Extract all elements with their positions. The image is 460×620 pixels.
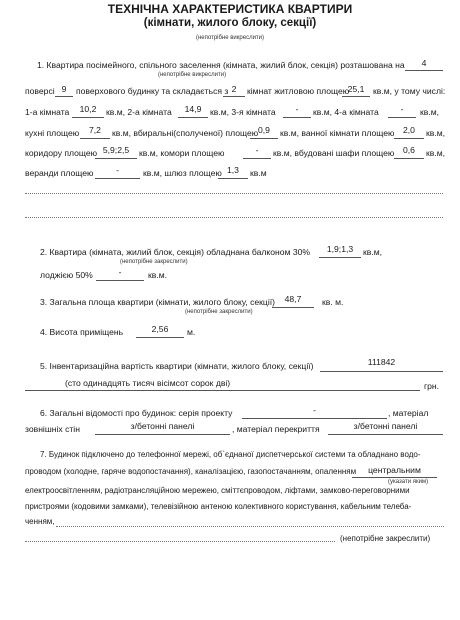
s2-text: 2. Квартира (кімната, жилий блок, секція) обладнана балконом 30% [40, 247, 311, 257]
pantry-label: кв.м, комори площею [139, 148, 225, 158]
room2-label: кв.м, 2-а кімната [106, 107, 172, 117]
balcony-unit: кв.м, [363, 247, 383, 257]
s7-line4: пристроями (кодовими замками), телевізійною антеною колективного користування, кабельним телеба- [25, 502, 412, 511]
heating-note: (указати яким) [388, 479, 429, 485]
heating-value: центральним [368, 465, 421, 475]
s7-line3: електроосвітленням, радіотрансляційною мережею, сміттєпроводом, ліфтами, замково-переговорними [25, 486, 410, 495]
loggia-label: лоджією 50% [40, 270, 93, 280]
room4-unit: кв.м, [420, 107, 440, 117]
blank-line-2 [25, 217, 443, 218]
inventory-unit: грн. [424, 381, 440, 391]
room4-label: кв.м, 4-а кімната [313, 107, 379, 117]
lock-value: 1,3 [227, 165, 239, 175]
s3-text: 3. Загальна площа квартири (кімнати, жилого блоку, секції) [40, 297, 275, 307]
walls-value: з/бетонні панелі [130, 421, 195, 431]
loggia-unit: кв.м. [148, 270, 168, 280]
storeys-value: 9 [61, 84, 67, 94]
floors-value: з/бетонні панелі [353, 421, 418, 431]
s2-note: (непотрібне закреслити) [120, 259, 188, 265]
s3-note: (непотрібне закреслити) [185, 309, 253, 315]
floors-label: , матеріал перекриття [232, 424, 320, 434]
loggia-value: - [118, 267, 122, 277]
height-value: 2,56 [151, 324, 169, 334]
s1-note: (непотрібне викреслити) [158, 72, 227, 78]
inventory-words: (сто одинадцять тисяч вісімсот сорок дві) [65, 378, 231, 388]
s5-text: 5. Інвентаризаційна вартість квартири (кімнати, жилого блоку, секції) [40, 361, 314, 371]
wardrobe-label: кв.м, вбудовані шафи площею [273, 148, 395, 158]
total-area-unit: кв. м. [322, 297, 344, 307]
corridor-value: 5,9;2,5 [102, 145, 130, 155]
wc-label: кв.м, вбиральні(сполученої) площею [112, 128, 259, 138]
veranda-value: - [116, 165, 119, 175]
s6-material-label: , матеріал [388, 408, 429, 418]
height-unit: м. [187, 327, 196, 337]
veranda-label: веранди площею [25, 168, 94, 178]
document-subtitle: (кімнати, жилого блоку, секції) [143, 17, 317, 29]
living-area-value: 25,1 [347, 84, 365, 94]
s7-line5: ченням, [25, 517, 55, 526]
lock-unit: кв.м [250, 168, 267, 178]
room3-value: - [295, 104, 299, 114]
room3-label: кв.м, 3-я кімната [210, 107, 276, 117]
balcony-value: 1,9;1,3 [326, 244, 354, 254]
wardrobe-value: 0,6 [403, 145, 415, 155]
kitchen-label: кухні площею [25, 128, 80, 138]
bath-unit: кв.м, [426, 128, 446, 138]
s1-label-floor: поверсі [25, 86, 55, 96]
room2-value: 14,9 [184, 104, 202, 114]
kitchen-value: 7,2 [89, 125, 101, 135]
s1-line1: 1. Квартира посімейного, спільного заселення (кімната, жилий блок, секція) розташована на [37, 60, 405, 70]
wc-value: 0,9 [258, 125, 270, 135]
s6-text: 6. Загальні відомості про будинок: серія проекту [40, 408, 233, 418]
room1-value: 10,2 [79, 104, 97, 114]
bath-label: кв.м, ванної кімнати площею [280, 128, 395, 138]
room1-label: 1-а кімната [25, 107, 70, 117]
s7-line2: проводом (холодне, гаряче водопостачання), каналізацією, газопостачанням, опаленням [25, 467, 357, 476]
s7-note: (непотрібне закреслити) [340, 534, 431, 543]
floor-value: 4 [421, 58, 427, 68]
series-value: - [313, 405, 316, 415]
pantry-value: - [255, 145, 259, 155]
blank-line-1 [25, 193, 443, 194]
document-title: ТЕХНІЧНА ХАРАКТЕРИСТИКА КВАРТИРИ [107, 2, 353, 16]
inventory-value: 111842 [367, 357, 396, 367]
bath-value: 2,0 [403, 125, 415, 135]
s7-line1: 7. Будинок підключено до телефонної мережі, об`єднаної диспетчерської системи та обладнано водо- [40, 450, 421, 459]
s1-label-building: поверхового будинку та складається з [76, 86, 229, 96]
room4-value: - [400, 104, 404, 114]
walls-label: зовнішніх стін [25, 424, 80, 434]
total-area-value: 48,7 [284, 294, 302, 304]
subtitle-note: (непотрібне викреслити) [195, 35, 265, 41]
wardrobe-unit: кв.м, [426, 148, 446, 158]
s1-label-incl: кв.м, у тому числі: [373, 86, 446, 96]
rooms-value: 2 [231, 84, 237, 94]
s1-label-living: кімнат житловою площею [247, 86, 350, 96]
s4-text: 4. Висота приміщень [40, 327, 124, 337]
corridor-label: коридору площею [25, 148, 98, 158]
lock-label: кв.м, шлюз площею [143, 168, 222, 178]
